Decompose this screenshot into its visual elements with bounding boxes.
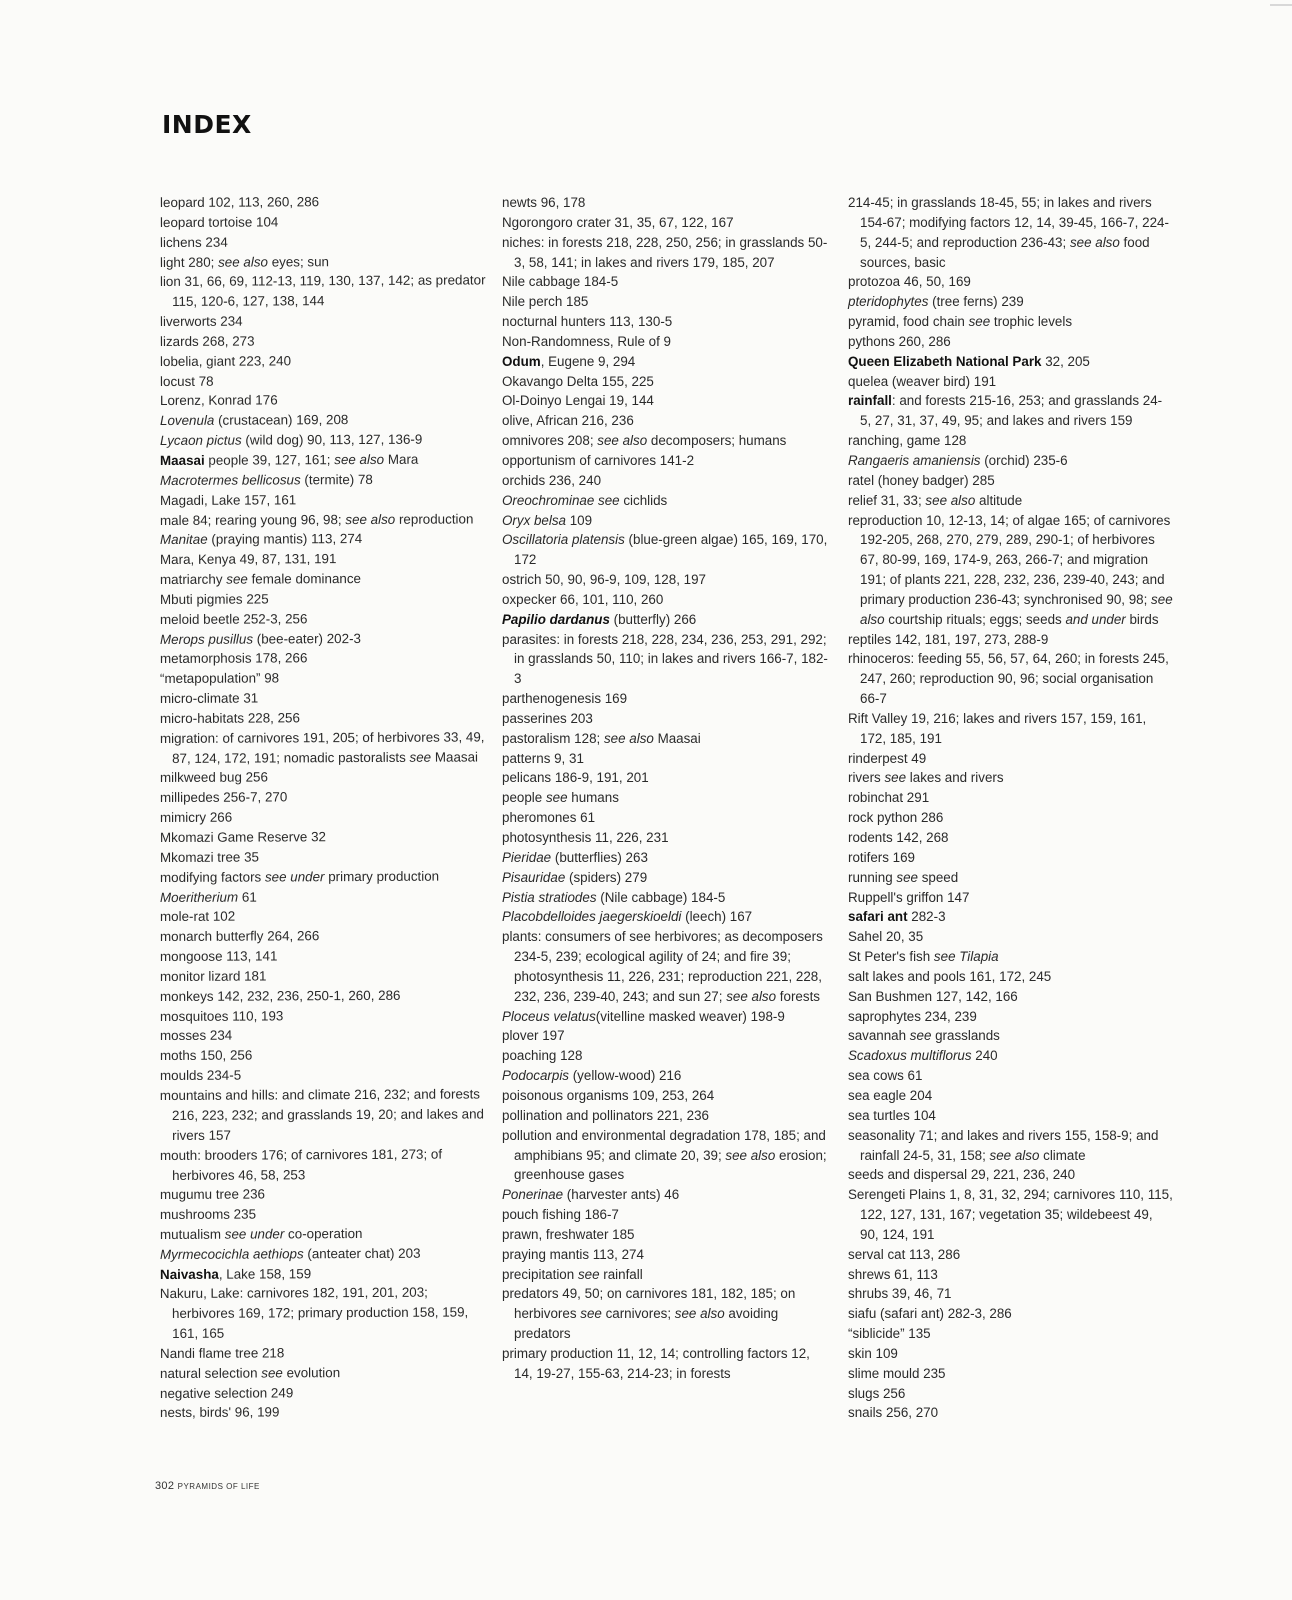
index-entry: Serengeti Plains 1, 8, 31, 32, 294; carnivores 110, 115, 122, 127, 131, 167; vegetation 35; wildebeest 49, 90, 124, 191 xyxy=(848,1187,1173,1242)
index-entry: pheromones 61 xyxy=(502,810,596,826)
index-entry: ranching, game 128 xyxy=(848,433,967,449)
index-entry: serval cat 113, 286 xyxy=(848,1246,961,1262)
index-entry: skin 109 xyxy=(848,1345,898,1361)
page-footer xyxy=(155,1480,260,1492)
index-entry: sea turtles 104 xyxy=(848,1107,936,1123)
index-entry: monkeys 142, 232, 236, 250-1, 260, 286 xyxy=(159,987,401,1004)
index-entry: Okavango Delta 155, 225 xyxy=(502,373,654,389)
index-entry: sea eagle 204 xyxy=(848,1087,933,1103)
index-entry: meloid beetle 252-3, 256 xyxy=(159,610,308,627)
index-entry: pouch fishing 186-7 xyxy=(502,1207,619,1223)
index-entry: Rift Valley 19, 216; lakes and rivers 157, 159, 161, 172, 185, 191 xyxy=(848,710,1147,746)
page-number: 302 xyxy=(155,1480,175,1492)
index-entry: running see speed xyxy=(848,869,959,885)
index-entry: Oscillatoria platensis (blue-green algae) 165, 169, 170, 172 xyxy=(502,532,828,568)
index-entry: Mbuti pigmies 225 xyxy=(159,591,269,607)
index-entry: slugs 256 xyxy=(848,1385,906,1401)
index-entry: liverworts 234 xyxy=(159,313,243,330)
index-entry: nests, birds' 96, 199 xyxy=(159,1404,280,1421)
index-entry: lobelia, giant 223, 240 xyxy=(159,353,292,369)
index-entry: monarch butterfly 264, 266 xyxy=(159,928,320,945)
index-entry: poisonous organisms 109, 253, 264 xyxy=(502,1087,715,1103)
index-entry: lichens 234 xyxy=(159,234,228,250)
index-entry: reproduction 10, 12-13, 14; of algae 165; of carnivores 192-205, 268, 270, 279, 289, 290-1; of herbivores 67, 80-99, 169, 174-9, 263, 266-7; and migration 191; of plants 221, 228, 232, 236, 239-40, 243; and primary production 236-43; synchronised 90, 98; see also courtship rituals; eggs; seeds and under birds xyxy=(848,512,1173,627)
index-entry: mongoose 113, 141 xyxy=(159,948,278,965)
index-entry: Mkomazi tree 35 xyxy=(159,849,260,865)
index-entry: Nile cabbage 184-5 xyxy=(502,274,619,290)
index-entry: patterns 9, 31 xyxy=(502,750,584,766)
index-entry: Naivasha, Lake 158, 159 xyxy=(159,1265,312,1282)
index-entry: rinderpest 49 xyxy=(848,750,927,766)
index-entry: pythons 260, 286 xyxy=(848,333,951,349)
index-entry: pteridophytes (tree ferns) 239 xyxy=(848,294,1024,310)
index-entry: Placobdelloides jaegerskioeldi (leech) 167 xyxy=(502,909,753,925)
index-entry: primary production 11, 12, 14; controlling factors 12, 14, 19-27, 155-63, 214-23; in forests xyxy=(502,1345,810,1381)
index-entry: Ngorongoro crater 31, 35, 67, 122, 167 xyxy=(502,214,734,230)
index-entry: slime mould 235 xyxy=(848,1365,946,1381)
page-edge-mark xyxy=(1270,4,1292,6)
index-entry: plants: consumers of see herbivores; as decomposers 234-5, 239; ecological agility of 24; and fire 39; photosynthesis 11, 226, 231; reproduction 221, 228, 232, 236, 239-40, 243; and sun 27; see also forests xyxy=(502,929,823,1004)
index-entry: micro-climate 31 xyxy=(159,690,259,707)
index-entry: newts 96, 178 xyxy=(502,195,586,210)
index-entry: Maasai people 39, 127, 161; see also Mara xyxy=(159,451,419,468)
index-entry: “siblicide” 135 xyxy=(848,1326,931,1342)
index-column-1 xyxy=(160,193,490,1423)
index-entry: mosses 234 xyxy=(159,1028,233,1044)
index-entry: Magadi, Lake 157, 161 xyxy=(159,491,297,508)
index-entry: lion 31, 66, 69, 112-13, 119, 130, 137, 142; as predator 115, 120-6, 127, 138, 144 xyxy=(159,272,486,310)
index-entry: matriarchy see female dominance xyxy=(159,571,362,588)
index-entry: ratel (honey badger) 285 xyxy=(848,472,995,488)
index-heading: INDEX xyxy=(162,110,252,139)
index-entry: male 84; rearing young 96, 98; see also reproduction xyxy=(159,510,474,528)
index-entry: monitor lizard 181 xyxy=(159,968,267,984)
index-entry: Pisauridae (spiders) 279 xyxy=(502,869,648,885)
index-entry: saprophytes 234, 239 xyxy=(848,1008,977,1024)
index-entry: lizards 268, 273 xyxy=(159,333,255,349)
index-entry: Lorenz, Konrad 176 xyxy=(159,392,278,409)
index-entry: mole-rat 102 xyxy=(159,909,236,925)
book-title: PYRAMIDS OF LIFE xyxy=(177,1482,260,1491)
index-column-2 xyxy=(502,193,832,1384)
index-entry: St Peter's fish see Tilapia xyxy=(848,949,999,965)
index-entry: San Bushmen 127, 142, 166 xyxy=(848,988,1018,1004)
index-entry: Manitae (praying mantis) 113, 274 xyxy=(159,531,363,548)
index-entry: rodents 142, 268 xyxy=(848,830,949,845)
index-entry: rhinoceros: feeding 55, 56, 57, 64, 260; in forests 245, 247, 260; reproduction 90, 96; social organisation 66-7 xyxy=(848,651,1169,707)
index-entry: siafu (safari ant) 282-3, 286 xyxy=(848,1306,1012,1322)
index-entry: rotifers 169 xyxy=(848,849,915,865)
index-column-3 xyxy=(848,193,1173,1423)
index-entry: Oreochrominae see cichlids xyxy=(502,492,668,508)
index-entry: protozoa 46, 50, 169 xyxy=(848,274,971,290)
index-entry: photosynthesis 11, 226, 231 xyxy=(502,830,669,845)
index-entry: moths 150, 256 xyxy=(159,1047,253,1064)
index-entry: leopard tortoise 104 xyxy=(159,214,279,230)
index-entry: pollution and environmental degradation 178, 185; and amphibians 95; and climate 20, 39; see also erosion; greenhouse gases xyxy=(502,1127,827,1183)
index-entry: mugumu tree 236 xyxy=(159,1186,266,1203)
index-entry: poaching 128 xyxy=(502,1048,583,1064)
index-entry: people see humans xyxy=(502,790,619,806)
index-entry: Papilio dardanus (butterfly) 266 xyxy=(502,611,697,627)
index-entry: “metapopulation” 98 xyxy=(159,670,280,687)
index-entry: precipitation see rainfall xyxy=(502,1266,643,1282)
index-entry: safari ant 282-3 xyxy=(848,909,946,925)
index-entry: relief 31, 33; see also altitude xyxy=(848,492,1023,508)
index-entry: opportunism of carnivores 141-2 xyxy=(502,452,695,468)
index-entry: Pistia stratiodes (Nile cabbage) 184-5 xyxy=(502,889,726,905)
index-entry: Nile perch 185 xyxy=(502,294,589,310)
index-entry: seeds and dispersal 29, 221, 236, 240 xyxy=(848,1167,1076,1183)
index-entry: shrews 61, 113 xyxy=(848,1266,938,1282)
index-entry: Nandi flame tree 218 xyxy=(159,1345,285,1361)
index-entry: Lovenula (crustacean) 169, 208 xyxy=(159,412,349,429)
index-entry: pollination and pollinators 221, 236 xyxy=(502,1107,709,1123)
index-entry: light 280; see also eyes; sun xyxy=(159,253,330,270)
index-entry: Merops pusillus (bee-eater) 202-3 xyxy=(159,630,362,647)
index-entry: mimicry 266 xyxy=(159,809,233,826)
index-entry: micro-habitats 228, 256 xyxy=(159,710,300,726)
index-entry: Moeritherium 61 xyxy=(159,889,257,905)
index-entry: milkweed bug 256 xyxy=(159,769,268,786)
index-entry: Odum, Eugene 9, 294 xyxy=(502,353,636,369)
index-entry: ostrich 50, 90, 96-9, 109, 128, 197 xyxy=(502,572,706,588)
index-entry: oxpecker 66, 101, 110, 260 xyxy=(502,591,664,607)
index-entry: savannah see grasslands xyxy=(848,1028,1000,1044)
index-entry: Oryx belsa 109 xyxy=(502,512,593,528)
index-entry: locust 78 xyxy=(159,373,214,389)
index-entry: Nakuru, Lake: carnivores 182, 191, 201, 203; herbivores 169, 172; primary production 158, 159, 161, 165 xyxy=(159,1285,469,1342)
index-entry: parthenogenesis 169 xyxy=(502,691,628,707)
index-entry: reptiles 142, 181, 197, 273, 288-9 xyxy=(848,631,1049,647)
index-entry: seasonality 71; and lakes and rivers 155, 158-9; and rainfall 24-5, 31, 158; see also climate xyxy=(848,1127,1159,1163)
index-entry: pelicans 186-9, 191, 201 xyxy=(502,770,649,786)
index-entry: mushrooms 235 xyxy=(159,1206,257,1223)
index-entry: Scadoxus multiflorus 240 xyxy=(848,1048,998,1064)
index-entry: Non-Randomness, Rule of 9 xyxy=(502,333,671,349)
index-entry: quelea (weaver bird) 191 xyxy=(848,373,997,389)
index-entry: sea cows 61 xyxy=(848,1068,923,1084)
index-entry: shrubs 39, 46, 71 xyxy=(848,1286,952,1302)
index-entry: leopard 102, 113, 260, 286 xyxy=(159,194,320,210)
index-entry: Macrotermes bellicosus (termite) 78 xyxy=(159,471,373,488)
index-entry: Ol-Doinyo Lengai 19, 144 xyxy=(502,393,654,409)
index-entry: mouth: brooders 176; of carnivores 181, 273; of herbivores 46, 58, 253 xyxy=(159,1146,443,1183)
index-entry: metamorphosis 178, 266 xyxy=(159,650,308,667)
index-entry: snails 256, 270 xyxy=(848,1405,939,1421)
index-entry: olive, African 216, 236 xyxy=(502,413,634,429)
index-entry: salt lakes and pools 161, 172, 245 xyxy=(848,968,1052,984)
index-entry: migration: of carnivores 191, 205; of herbivores 33, 49, 87, 124, 172, 191; nomadic pastoralists see Maasai xyxy=(159,729,485,766)
index-entry: plover 197 xyxy=(502,1028,565,1044)
index-entry: Podocarpis (yellow-wood) 216 xyxy=(502,1068,682,1084)
index-entry: Sahel 20, 35 xyxy=(848,929,924,945)
index-entry: passerines 203 xyxy=(502,710,593,726)
index-entry: prawn, freshwater 185 xyxy=(502,1226,635,1242)
index-entry: 214-45; in grasslands 18-45, 55; in lakes and rivers 154-67; modifying factors 12, 14, 39-45, 166-7, 224-5, 244-5; and reproduction 236-43; see also food sources, basic xyxy=(848,195,1169,270)
index-entry: Mara, Kenya 49, 87, 131, 191 xyxy=(159,551,337,568)
index-entry: Ponerinae (harvester ants) 46 xyxy=(502,1187,680,1203)
index-entry: orchids 236, 240 xyxy=(502,472,602,488)
index-entry: Rangaeris amaniensis (orchid) 235-6 xyxy=(848,452,1068,468)
index-entry: rivers see lakes and rivers xyxy=(848,770,1004,786)
index-entry: modifying factors see under primary production xyxy=(159,868,440,885)
index-entry: moulds 234-5 xyxy=(159,1067,242,1084)
index-entry: millipedes 256-7, 270 xyxy=(159,789,288,806)
index-entry: Queen Elizabeth National Park 32, 205 xyxy=(848,353,1090,369)
index-entry: Ruppell's griffon 147 xyxy=(848,889,970,905)
index-entry: Mkomazi Game Reserve 32 xyxy=(159,829,326,845)
index-entry: predators 49, 50; on carnivores 181, 182, 185; on herbivores see carnivores; see also avoiding predators xyxy=(502,1286,796,1342)
index-entry: Pieridae (butterflies) 263 xyxy=(502,849,648,865)
index-entry: Ploceus velatus(vitelline masked weaver) 198-9 xyxy=(502,1008,785,1024)
index-entry: pastoralism 128; see also Maasai xyxy=(502,730,701,746)
index-entry: praying mantis 113, 274 xyxy=(502,1246,644,1262)
index-entry: rainfall: and forests 215-16, 253; and grasslands 24-5, 27, 31, 37, 49, 95; and lakes and rivers 159 xyxy=(848,393,1163,429)
index-entry: niches: in forests 218, 228, 250, 256; in grasslands 50-3, 58, 141; in lakes and rivers 179, 185, 207 xyxy=(502,234,828,270)
index-entry: Myrmecocichla aethiops (anteater chat) 203 xyxy=(159,1245,421,1262)
index-entry: omnivores 208; see also decomposers; humans xyxy=(502,433,787,449)
index-entry: parasites: in forests 218, 228, 234, 236, 253, 291, 292; in grasslands 50, 110; in lakes and rivers 166-7, 182-3 xyxy=(502,631,828,687)
index-entry: nocturnal hunters 113, 130-5 xyxy=(502,314,673,330)
index-entry: Lycaon pictus (wild dog) 90, 113, 127, 136-9 xyxy=(159,431,423,449)
index-entry: mutualism see under co-operation xyxy=(159,1225,363,1242)
index-entry: mountains and hills: and climate 216, 232; and forests 216, 223, 232; and grasslands 19, 20; and lakes and rivers 157 xyxy=(159,1086,484,1143)
index-entry: mosquitoes 110, 193 xyxy=(159,1007,284,1024)
index-entry: negative selection 249 xyxy=(159,1384,294,1401)
index-entry: pyramid, food chain see trophic levels xyxy=(848,314,1073,330)
index-entry: natural selection see evolution xyxy=(159,1364,341,1381)
index-entry: robinchat 291 xyxy=(848,790,930,806)
index-entry: rock python 286 xyxy=(848,810,944,826)
